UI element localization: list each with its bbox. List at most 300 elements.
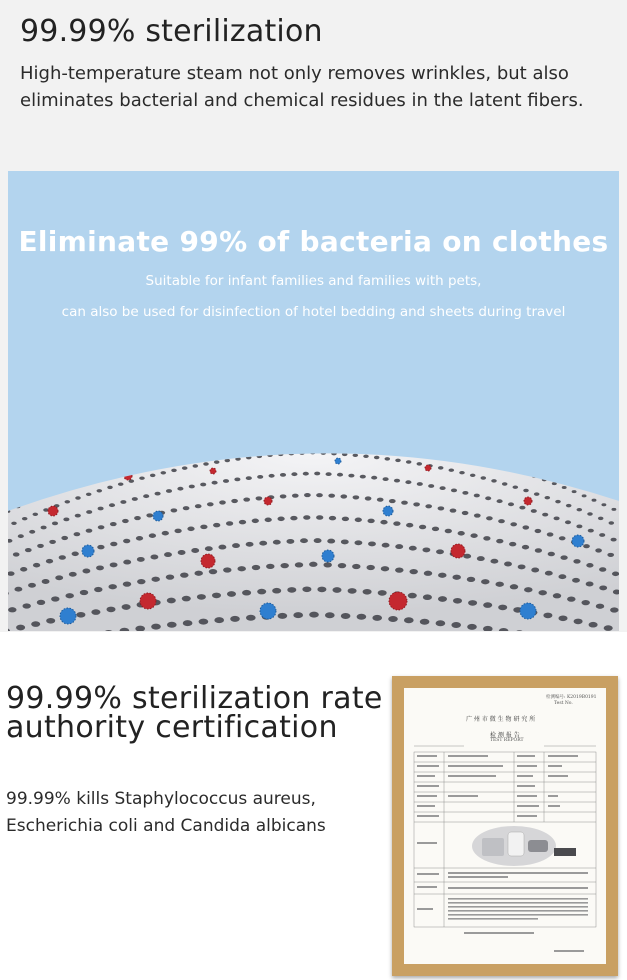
mesh-hole xyxy=(234,438,239,441)
mesh-hole xyxy=(470,421,474,423)
mesh-hole xyxy=(239,520,246,525)
mesh-hole xyxy=(286,414,290,417)
mesh-hole xyxy=(175,431,179,434)
mesh-hole xyxy=(29,530,35,534)
mesh-hole xyxy=(530,442,534,444)
mesh-hole xyxy=(423,444,428,447)
mesh-hole xyxy=(110,542,117,547)
mesh-hole xyxy=(174,449,179,452)
mesh-hole xyxy=(482,459,487,462)
mesh-hole xyxy=(580,479,584,482)
mesh-hole xyxy=(518,564,526,569)
mesh-hole xyxy=(149,422,153,424)
mesh-hole xyxy=(264,434,269,437)
mesh-hole xyxy=(519,506,525,510)
mesh-hole xyxy=(321,451,327,454)
mesh-hole xyxy=(18,454,21,456)
mesh-hole xyxy=(309,394,313,396)
mesh-hole xyxy=(534,429,537,431)
mesh-hole xyxy=(438,466,444,469)
mesh-hole xyxy=(102,454,106,457)
mesh-hole xyxy=(598,487,602,490)
mesh-hole xyxy=(56,472,60,475)
mesh-hole xyxy=(617,497,619,500)
mesh-hole xyxy=(523,489,529,492)
mesh-hole xyxy=(438,506,445,510)
mesh-hole xyxy=(504,562,512,567)
mesh-hole xyxy=(137,579,145,584)
mesh-hole xyxy=(108,584,116,589)
mesh-hole xyxy=(396,421,400,424)
mesh-hole xyxy=(78,434,81,436)
mesh-hole xyxy=(572,490,577,493)
mesh-hole xyxy=(122,519,129,523)
mesh-hole xyxy=(572,578,580,583)
mesh-hole xyxy=(513,435,517,437)
mesh-hole xyxy=(32,445,35,447)
mesh-hole xyxy=(614,482,618,484)
mesh-hole xyxy=(224,440,229,443)
mesh-hole xyxy=(136,536,143,541)
mesh-hole xyxy=(151,391,154,393)
mesh-hole xyxy=(132,412,135,414)
mesh-hole xyxy=(130,398,133,400)
mesh-hole xyxy=(11,522,17,525)
mesh-hole xyxy=(609,521,615,524)
mesh-hole xyxy=(85,476,90,479)
mesh-hole xyxy=(86,510,92,514)
mesh-hole xyxy=(155,492,161,496)
institute-name: 广 州 市 微 生 物 研 究 所 xyxy=(466,716,536,723)
mesh-hole xyxy=(16,625,25,631)
mesh-hole xyxy=(372,615,382,621)
mesh-hole xyxy=(555,453,559,455)
mesh-hole xyxy=(155,404,158,406)
mesh-hole xyxy=(409,569,417,574)
mesh-hole xyxy=(508,502,514,506)
mesh-hole xyxy=(166,434,170,437)
mesh-hole xyxy=(140,409,143,411)
mesh-hole xyxy=(578,437,581,439)
mesh-hole xyxy=(419,408,423,410)
mesh-hole xyxy=(118,482,124,485)
mesh-hole xyxy=(538,445,542,447)
report-table xyxy=(404,688,606,964)
mesh-hole xyxy=(218,545,226,550)
mesh-hole xyxy=(278,613,288,619)
mesh-hole xyxy=(22,517,28,520)
mesh-hole xyxy=(419,525,426,530)
mesh-hole xyxy=(123,539,130,544)
mesh-hole xyxy=(49,540,56,544)
mesh-hole xyxy=(120,447,124,450)
mesh-hole xyxy=(438,573,446,578)
certification-description: 99.99% kills Staphylococcus aureus, Escherichia coli and Candida albicans xyxy=(6,789,326,836)
mesh-hole xyxy=(599,567,606,572)
mesh-hole xyxy=(583,544,590,548)
mesh-hole xyxy=(201,391,204,393)
mesh-hole xyxy=(522,525,529,529)
mesh-hole xyxy=(424,571,432,576)
mesh-hole xyxy=(59,555,66,560)
mesh-hole xyxy=(97,489,103,492)
mesh-hole xyxy=(256,381,259,383)
mesh-hole xyxy=(172,384,175,386)
mesh-hole xyxy=(531,509,537,513)
mesh-hole xyxy=(543,419,546,421)
mesh-hole xyxy=(535,548,542,553)
mesh-hole xyxy=(472,456,477,459)
mesh-hole xyxy=(563,457,567,459)
mesh-hole xyxy=(422,547,430,552)
mesh-hole xyxy=(417,462,423,465)
mesh-hole xyxy=(270,363,273,365)
mesh-hole xyxy=(565,444,568,446)
mesh-hole xyxy=(466,388,469,390)
hero-subline-2: can also be used for disinfection of hotel bedding and sheets during travel xyxy=(61,304,566,320)
mesh-hole xyxy=(116,404,119,406)
mesh-hole xyxy=(230,420,234,423)
mesh-hole xyxy=(42,579,50,584)
mesh-hole xyxy=(550,423,553,425)
mesh-hole xyxy=(453,598,462,604)
mesh-hole xyxy=(123,430,127,432)
mesh-hole xyxy=(123,401,126,403)
mesh-hole xyxy=(567,596,575,601)
mesh-hole xyxy=(195,504,202,508)
mesh-hole xyxy=(129,444,133,447)
mesh-hole xyxy=(418,391,421,393)
mesh-hole xyxy=(441,396,444,398)
mesh-hole xyxy=(303,472,309,476)
mesh-hole xyxy=(124,415,127,417)
mesh-hole xyxy=(436,549,444,554)
report-number: 检测编号: K2019B0191 xyxy=(546,695,597,700)
mesh-hole xyxy=(545,496,551,499)
mesh-hole xyxy=(75,514,81,518)
mesh-hole xyxy=(586,563,593,568)
mesh-hole xyxy=(111,451,115,454)
mesh-hole xyxy=(37,544,44,548)
mesh-hole xyxy=(522,410,525,412)
mesh-hole xyxy=(92,457,96,460)
mesh-hole xyxy=(252,565,260,570)
mesh-hole xyxy=(552,482,557,485)
mesh-hole xyxy=(341,379,344,381)
mesh-hole xyxy=(106,607,115,613)
mesh-hole xyxy=(572,461,576,463)
mesh-hole xyxy=(96,565,104,570)
mesh-hole xyxy=(383,477,389,481)
blue-bacteria-icon xyxy=(60,608,76,624)
mesh-hole xyxy=(98,507,104,511)
mesh-hole xyxy=(558,615,567,621)
mesh-hole xyxy=(333,432,338,435)
mesh-hole xyxy=(106,437,110,439)
mesh-hole xyxy=(462,491,468,495)
blue-bacteria-icon xyxy=(383,506,393,516)
mesh-hole xyxy=(186,380,189,382)
mesh-hole xyxy=(525,456,529,459)
mesh-hole xyxy=(372,382,375,384)
mesh-hole xyxy=(274,433,279,436)
certification-section xyxy=(0,632,627,980)
mesh-hole xyxy=(161,471,167,474)
mesh-hole xyxy=(284,362,287,364)
mesh-hole xyxy=(182,466,188,469)
mesh-hole xyxy=(326,472,332,476)
mesh-hole xyxy=(277,363,280,365)
mesh-hole xyxy=(552,467,556,470)
mesh-hole xyxy=(360,398,364,400)
mesh-hole xyxy=(329,516,336,521)
mesh-hole xyxy=(402,387,405,389)
mesh-hole xyxy=(393,439,398,442)
mesh-hole xyxy=(167,598,176,604)
mesh-hole xyxy=(534,459,538,462)
mesh-hole xyxy=(301,395,305,397)
mesh-hole xyxy=(355,518,362,523)
mesh-hole xyxy=(310,377,313,379)
mesh-hole xyxy=(479,440,483,443)
mesh-hole xyxy=(410,373,413,375)
mesh-hole xyxy=(607,553,614,557)
mesh-hole xyxy=(394,479,400,483)
mesh-hole xyxy=(467,624,477,630)
mesh-hole xyxy=(368,365,371,367)
mesh-hole xyxy=(60,430,63,432)
mesh-hole xyxy=(302,586,311,592)
mesh-hole xyxy=(526,426,529,428)
mesh-hole xyxy=(46,437,49,439)
mesh-hole xyxy=(148,439,152,442)
report-title-en: TEST REPORT xyxy=(490,738,524,743)
mesh-hole xyxy=(326,361,329,363)
mesh-hole xyxy=(219,500,226,504)
mesh-hole xyxy=(387,419,391,422)
mesh-hole xyxy=(588,529,594,533)
mesh-hole xyxy=(535,529,542,533)
mesh-hole xyxy=(231,499,238,503)
mesh-hole xyxy=(221,371,224,373)
mesh-hole xyxy=(16,466,19,468)
mesh-hole xyxy=(62,442,65,444)
mesh-hole xyxy=(432,527,439,532)
mesh-hole xyxy=(529,413,532,415)
mesh-hole xyxy=(74,532,81,536)
mesh-hole xyxy=(366,565,374,570)
mesh-hole xyxy=(510,522,517,526)
mesh-hole xyxy=(193,378,196,380)
mesh-hole xyxy=(76,612,85,618)
mesh-hole xyxy=(143,494,149,498)
red-bacteria-icon xyxy=(389,592,407,610)
mesh-hole xyxy=(174,529,181,534)
mesh-hole xyxy=(292,494,299,498)
mesh-hole xyxy=(379,383,382,385)
mesh-hole xyxy=(586,582,594,587)
mesh-hole xyxy=(473,391,476,393)
mesh-hole xyxy=(420,619,430,625)
mesh-hole xyxy=(278,453,284,456)
mesh-hole xyxy=(95,473,100,476)
mesh-hole xyxy=(109,503,115,507)
mesh-hole xyxy=(277,517,284,522)
mesh-hole xyxy=(451,433,455,436)
mesh-hole xyxy=(436,412,440,414)
mesh-hole xyxy=(200,376,203,378)
mesh-hole xyxy=(360,475,366,479)
mesh-hole xyxy=(228,370,231,372)
mesh-hole xyxy=(353,495,360,499)
mesh-hole xyxy=(566,504,572,507)
mesh-hole xyxy=(287,587,296,593)
mesh-hole xyxy=(95,413,98,415)
mesh-hole xyxy=(174,415,178,417)
mesh-hole xyxy=(332,587,341,593)
mesh-hole xyxy=(11,458,14,460)
mesh-hole xyxy=(401,501,408,505)
mesh-hole xyxy=(65,593,73,598)
mesh-hole xyxy=(508,404,511,406)
mesh-hole xyxy=(374,456,380,459)
mesh-hole xyxy=(164,452,169,455)
mesh-hole xyxy=(80,590,88,595)
mesh-hole xyxy=(417,482,423,486)
section-description: High-temperature steam not only removes wrinkles, but also eliminates bacterial and chemical residues in the latent fibers. xyxy=(20,63,584,111)
mesh-hole xyxy=(214,441,219,444)
mesh-hole xyxy=(86,493,92,496)
mesh-hole xyxy=(97,545,104,550)
mesh-hole xyxy=(145,457,150,460)
mesh-hole xyxy=(257,475,263,479)
mesh-hole xyxy=(589,483,593,486)
mesh-hole xyxy=(286,539,294,544)
mesh-hole xyxy=(65,500,71,503)
mesh-hole xyxy=(138,442,142,445)
mesh-hole xyxy=(189,485,195,489)
mesh-hole xyxy=(20,567,27,572)
mesh-hole xyxy=(199,619,209,625)
mesh-hole xyxy=(481,579,489,584)
mesh-hole xyxy=(365,496,372,500)
mesh-hole xyxy=(442,430,446,433)
mesh-hole xyxy=(560,555,567,560)
mesh-hole xyxy=(154,454,159,457)
mesh-hole xyxy=(165,417,169,419)
mesh-hole xyxy=(497,446,501,449)
mesh-hole xyxy=(47,462,51,464)
mesh-hole xyxy=(363,455,369,458)
mesh-hole xyxy=(577,508,583,511)
mesh-hole xyxy=(256,496,263,500)
mesh-hole xyxy=(406,460,412,463)
red-bacteria-icon xyxy=(210,468,216,474)
mesh-hole xyxy=(378,590,387,596)
mesh-hole xyxy=(272,588,281,594)
mesh-hole xyxy=(385,457,391,460)
mesh-hole xyxy=(316,515,323,520)
mesh-hole xyxy=(565,520,571,524)
mesh-hole xyxy=(46,618,55,624)
mesh-hole xyxy=(55,575,63,580)
mesh-hole xyxy=(532,475,537,478)
mesh-hole xyxy=(75,480,80,483)
mesh-hole xyxy=(337,473,343,477)
mesh-hole xyxy=(474,494,480,498)
mesh-hole xyxy=(166,489,172,493)
mesh-hole xyxy=(150,474,156,477)
mesh-hole xyxy=(406,523,413,528)
mesh-hole xyxy=(292,395,296,397)
mesh-hole xyxy=(340,494,347,498)
mesh-hole xyxy=(497,499,503,503)
mesh-hole xyxy=(14,587,22,592)
mesh-hole xyxy=(13,480,17,482)
mesh-hole xyxy=(193,464,199,467)
mesh-hole xyxy=(246,542,254,547)
mesh-hole xyxy=(243,498,250,502)
mesh-hole xyxy=(522,545,529,550)
mesh-hole xyxy=(225,403,229,405)
mesh-hole xyxy=(445,414,449,416)
mesh-hole xyxy=(88,416,91,418)
mesh-hole xyxy=(426,392,429,394)
mesh-hole xyxy=(242,590,251,596)
mesh-hole xyxy=(459,471,465,474)
mesh-hole xyxy=(451,622,461,628)
mesh-hole xyxy=(542,478,547,481)
mesh-hole xyxy=(470,474,476,477)
mesh-hole xyxy=(240,419,244,422)
mesh-hole xyxy=(37,600,45,605)
mesh-hole xyxy=(53,434,56,436)
mesh-hole xyxy=(424,426,428,429)
mesh-hole xyxy=(354,540,362,545)
test-report-document xyxy=(404,688,606,964)
mesh-hole xyxy=(423,594,432,600)
mesh-hole xyxy=(284,396,288,398)
mesh-hole xyxy=(135,460,140,463)
mesh-hole xyxy=(134,516,141,520)
blue-bacteria-icon xyxy=(153,511,163,521)
mesh-hole xyxy=(303,431,308,434)
mesh-hole xyxy=(39,453,42,455)
mesh-hole xyxy=(555,500,561,503)
mesh-hole xyxy=(314,472,320,476)
mesh-hole xyxy=(452,384,455,386)
mesh-hole xyxy=(380,520,387,525)
mesh-hole xyxy=(326,395,330,397)
mesh-hole xyxy=(538,590,546,595)
red-bacteria-icon xyxy=(264,497,272,505)
mesh-hole xyxy=(208,407,212,409)
mesh-hole xyxy=(123,581,131,586)
mesh-hole xyxy=(109,407,112,409)
mesh-hole xyxy=(132,497,138,501)
hero-banner xyxy=(8,171,619,631)
mesh-hole xyxy=(348,474,354,478)
mesh-hole xyxy=(144,393,147,395)
mesh-hole xyxy=(467,577,475,582)
mesh-hole xyxy=(267,415,271,418)
mesh-hole xyxy=(460,435,464,438)
mesh-hole xyxy=(522,471,527,474)
mesh-hole xyxy=(491,479,497,482)
mesh-hole xyxy=(223,479,229,483)
mesh-hole xyxy=(279,379,282,381)
mesh-hole xyxy=(263,364,266,366)
